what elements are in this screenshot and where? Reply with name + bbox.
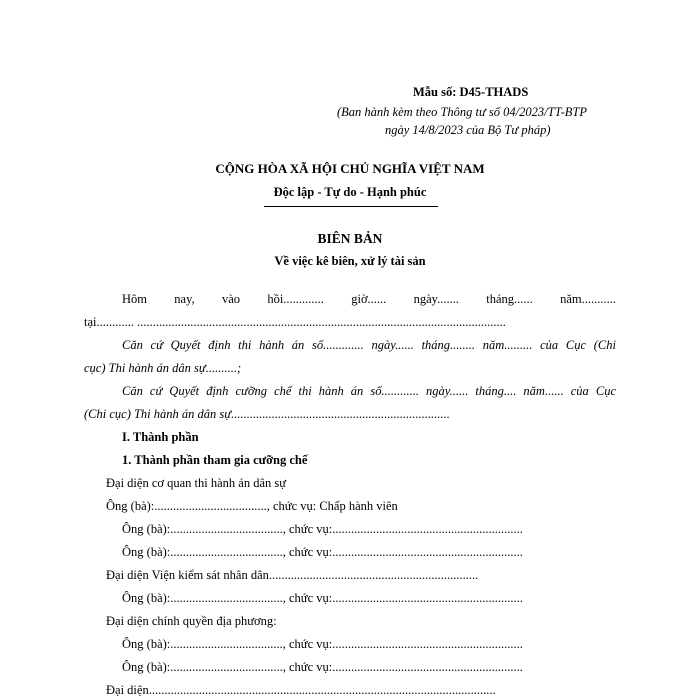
agency-representative-label: Đại diện cơ quan thi hành án dân sự (106, 476, 287, 490)
national-motto: Độc lập - Tự do - Hạnh phúc (273, 185, 427, 199)
subsection-participants: 1. Thành phần tham gia cưỡng chế (122, 453, 308, 467)
document-subtitle: Về việc kê biên, xử lý tài sản (274, 254, 426, 268)
local-government-person-line: Ông (bà):...................................., chức vụ:............................................................. (122, 660, 523, 674)
motto-underline (264, 206, 438, 207)
other-representative-line: Đại diện............................................................................................................... (106, 683, 496, 697)
time-line-1: Hôm nay, vào hồi............. giờ...... ngày....... tháng...... năm........... (122, 292, 616, 306)
agency-person-line: Ông (bà):...................................., chức vụ:............................................................. (122, 545, 523, 559)
country-name: CỘNG HÒA XÃ HỘI CHỦ NGHĨA VIỆT NAM (215, 161, 485, 176)
basis-2-line-1: Căn cứ Quyết định cưỡng chế thi hành án số............ ngày...... tháng.... năm...... của Cục (122, 384, 616, 398)
agency-person-line: Ông (bà):...................................., chức vụ: Chấp hành viên (106, 499, 398, 513)
procuracy-person-line: Ông (bà):...................................., chức vụ:............................................................. (122, 591, 523, 605)
form-code: Mẫu số: D45-THADS (413, 85, 529, 99)
document-title: BIÊN BẢN (317, 231, 383, 246)
procuracy-representative-line: Đại diện Viện kiểm sát nhân dân................................................................... (106, 568, 479, 582)
issued-by-line-1: (Ban hành kèm theo Thông tư số 04/2023/TT-BTP (337, 105, 587, 119)
issued-by-line-2: ngày 14/8/2023 của Bộ Tư pháp) (385, 123, 551, 137)
agency-person-line: Ông (bà):...................................., chức vụ:............................................................. (122, 522, 523, 536)
section-composition: I. Thành phần (122, 430, 199, 444)
local-government-representative-label: Đại diện chính quyền địa phương: (106, 614, 277, 628)
local-government-person-line: Ông (bà):...................................., chức vụ:............................................................. (122, 637, 523, 651)
basis-1-line-1: Căn cứ Quyết định thi hành án số............. ngày...... tháng........ năm......... của Cục (Chi (122, 338, 616, 352)
basis-2-line-2: (Chi cục) Thi hành án dân sự...................................................................... (84, 407, 450, 421)
time-line-2: tại............ ...................................................................................................................... (84, 315, 506, 329)
basis-1-line-2: cục) Thi hành án dân sự..........; (84, 361, 242, 375)
